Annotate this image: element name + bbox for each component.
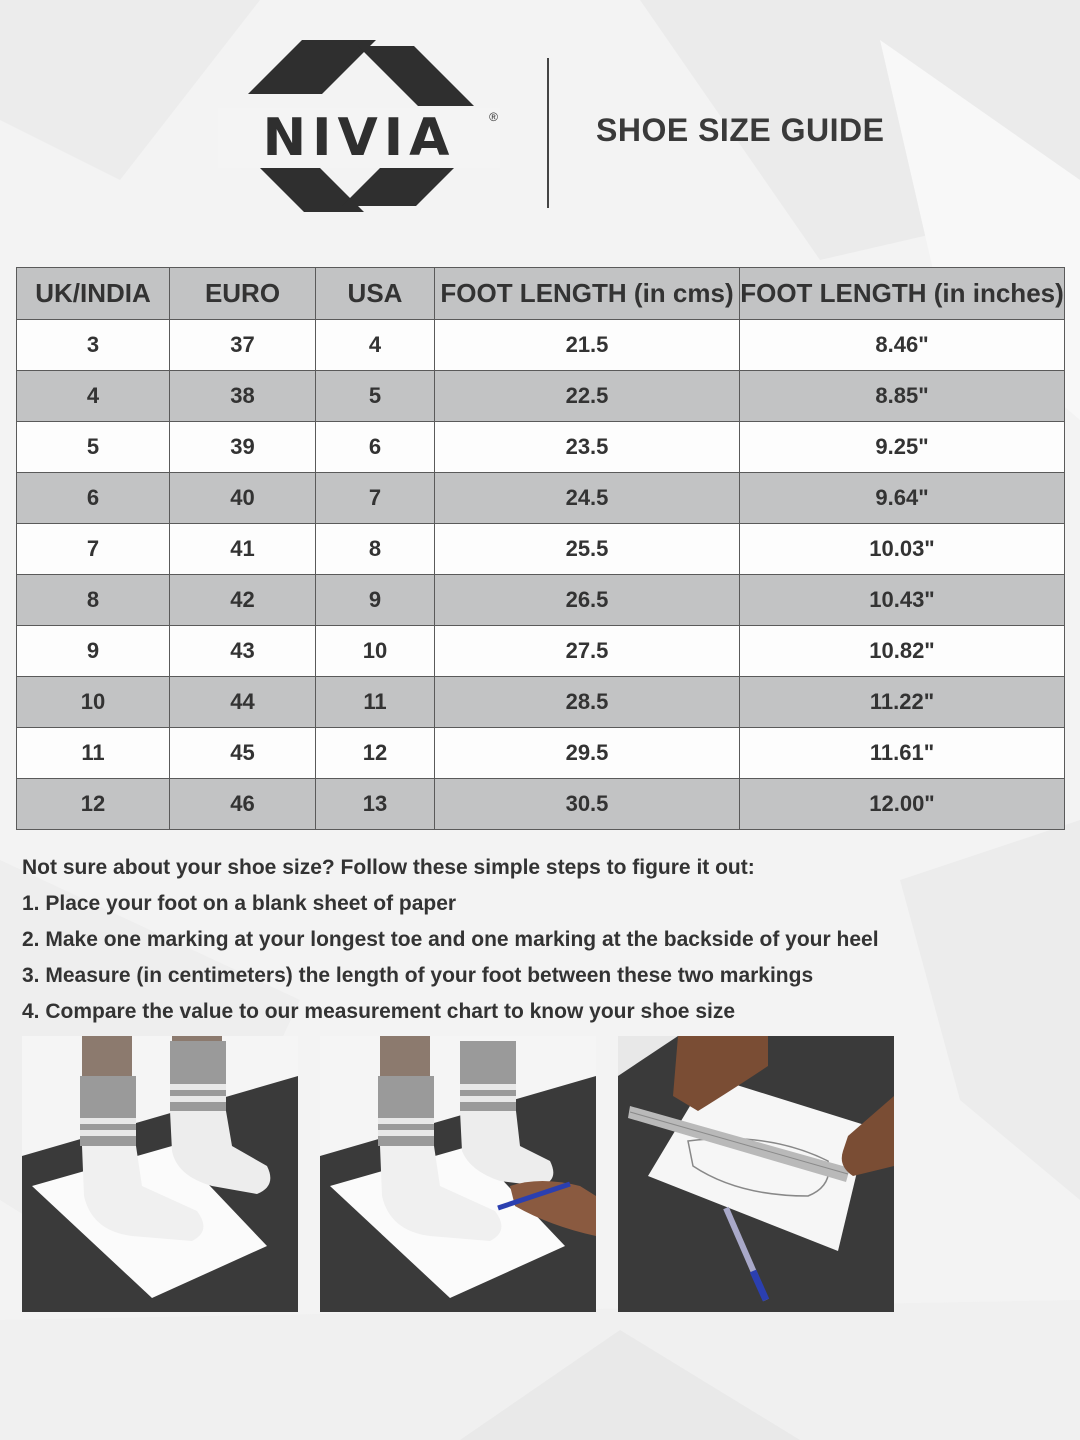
cell-cm: 24.5: [435, 473, 740, 524]
cell-cm: 21.5: [435, 320, 740, 371]
cell-cm: 28.5: [435, 677, 740, 728]
table-header-row: [17, 268, 1065, 320]
cell-uk: 8: [17, 575, 170, 626]
instruction-step: 3. Measure (in centimeters) the length of your foot between these two markings: [22, 964, 814, 987]
table-row: [17, 371, 1065, 422]
cell-uk: 6: [17, 473, 170, 524]
cell-inches: 10.82": [740, 626, 1065, 677]
cell-uk: 4: [17, 371, 170, 422]
size-chart-table: [16, 267, 1065, 830]
cell-cm: 26.5: [435, 575, 740, 626]
header-divider: [547, 58, 549, 208]
cell-usa: 7: [316, 473, 435, 524]
cell-usa: 10: [316, 626, 435, 677]
table-row: [17, 677, 1065, 728]
photo-marking-toe: [320, 1036, 596, 1312]
cell-usa: 6: [316, 422, 435, 473]
cell-uk: 7: [17, 524, 170, 575]
table-row: [17, 320, 1065, 371]
cell-euro: 43: [170, 626, 316, 677]
header-uk-india: UK/INDIA: [17, 268, 170, 320]
table-row: [17, 575, 1065, 626]
cell-usa: 12: [316, 728, 435, 779]
cell-euro: 37: [170, 320, 316, 371]
logo-wordmark: NIVIA: [218, 108, 500, 168]
header-usa: USA: [316, 268, 435, 320]
cell-usa: 4: [316, 320, 435, 371]
cell-inches: 11.61": [740, 728, 1065, 779]
instruction-step: 4. Compare the value to our measurement chart to know your shoe size: [22, 1000, 736, 1023]
cell-euro: 39: [170, 422, 316, 473]
cell-uk: 11: [17, 728, 170, 779]
header-euro: EURO: [170, 268, 316, 320]
cell-cm: 23.5: [435, 422, 740, 473]
header-foot-length-cm: FOOT LENGTH (in cms): [435, 268, 740, 320]
cell-usa: 8: [316, 524, 435, 575]
cell-inches: 10.43": [740, 575, 1065, 626]
cell-cm: 30.5: [435, 779, 740, 830]
cell-euro: 46: [170, 779, 316, 830]
cell-inches: 11.22": [740, 677, 1065, 728]
instructions: [22, 852, 879, 1032]
page-title: SHOE SIZE GUIDE: [596, 112, 885, 148]
cell-uk: 3: [17, 320, 170, 371]
cell-euro: 42: [170, 575, 316, 626]
cell-inches: 9.64": [740, 473, 1065, 524]
cell-euro: 41: [170, 524, 316, 575]
photo-foot-on-paper: [22, 1036, 298, 1312]
cell-inches: 10.03": [740, 524, 1065, 575]
cell-euro: 38: [170, 371, 316, 422]
cell-usa: 9: [316, 575, 435, 626]
cell-inches: 9.25": [740, 422, 1065, 473]
cell-uk: 12: [17, 779, 170, 830]
cell-inches: 8.85": [740, 371, 1065, 422]
cell-cm: 27.5: [435, 626, 740, 677]
cell-euro: 44: [170, 677, 316, 728]
cell-cm: 22.5: [435, 371, 740, 422]
instruction-step: 1. Place your foot on a blank sheet of paper: [22, 892, 457, 915]
cell-euro: 40: [170, 473, 316, 524]
header-foot-length-inches: FOOT LENGTH (in inches): [740, 268, 1065, 320]
table-row: [17, 728, 1065, 779]
table-row: [17, 779, 1065, 830]
table-row: [17, 422, 1065, 473]
cell-inches: 8.46": [740, 320, 1065, 371]
registered-mark: ®: [489, 110, 498, 124]
cell-cm: 29.5: [435, 728, 740, 779]
cell-uk: 9: [17, 626, 170, 677]
cell-uk: 10: [17, 677, 170, 728]
cell-inches: 12.00": [740, 779, 1065, 830]
table-row: [17, 626, 1065, 677]
cell-usa: 11: [316, 677, 435, 728]
instructions-intro: Not sure about your shoe size? Follow these simple steps to figure it out:: [22, 856, 755, 879]
cell-cm: 25.5: [435, 524, 740, 575]
table-row: [17, 524, 1065, 575]
cell-uk: 5: [17, 422, 170, 473]
cell-usa: 13: [316, 779, 435, 830]
table-row: [17, 473, 1065, 524]
cell-euro: 45: [170, 728, 316, 779]
photo-measuring-ruler: [618, 1036, 894, 1312]
brand-logo: [218, 40, 500, 222]
cell-usa: 5: [316, 371, 435, 422]
instruction-step: 2. Make one marking at your longest toe and one marking at the backside of your heel: [22, 928, 879, 951]
